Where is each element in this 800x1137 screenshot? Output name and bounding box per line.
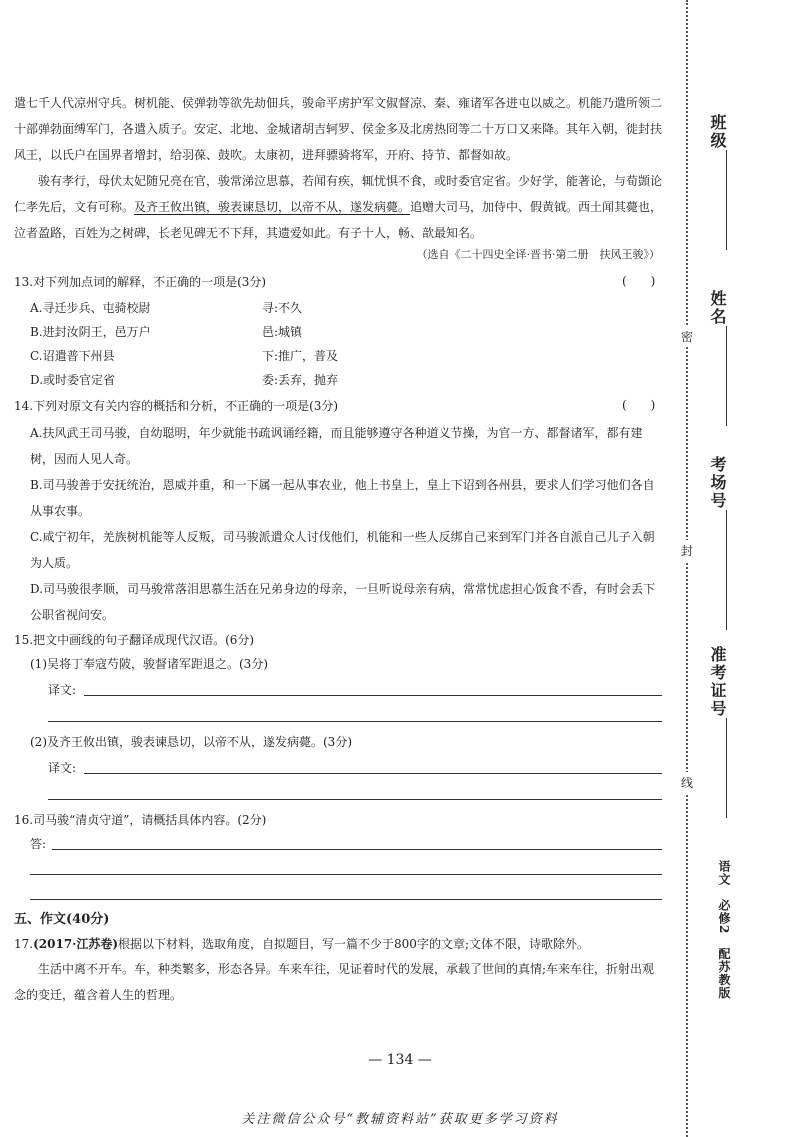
passage-text-after: 追赠大司马，加侍中、假黄钺。西土闻其薨也，泣者盈路，百姓为之树碑，长老见碑无不下拜，其遗爱如此。有子十人，畅、歆最知名。 (14, 200, 663, 240)
q13-gloss-c: 下:推广，普及 (262, 349, 339, 363)
q15-1-answer-line-2[interactable] (48, 721, 662, 722)
q15-1-answer-line-1[interactable] (84, 695, 662, 696)
q13-option-c: C.诏遣普下州县 (30, 349, 115, 363)
section-5-title: 五、作文(40分) (14, 912, 110, 927)
q13-option-a: A.寻迁步兵、屯骑校尉 (30, 301, 151, 315)
seal-char-xian: 线 (681, 772, 693, 793)
q15-sentence-1: (1)吴将丁奉寇芍陂，骏督诸军距退之。(3分) (30, 657, 268, 671)
q15-1-answer-label: 译文: (48, 683, 77, 697)
exam-id-label: 准考证号 (708, 646, 727, 718)
name-label: 姓名 (708, 290, 727, 326)
class-fill-line[interactable] (726, 150, 727, 250)
q14-option-b: B.司马骏善于安抚统治，恩威并重，和一下属一起从事农业，他上书皇上，皇上下诏到各州县，要求人们学习他们各自从事农事。 (30, 478, 655, 518)
passage-paragraph-2 (14, 168, 666, 246)
q17-source: (2017·江苏卷) (33, 937, 119, 951)
q16-answer-label: 答: (30, 837, 47, 851)
q14-option-c: C.咸宁初年，羌族树机能等人反叛，司马骏派遣众人讨伐他们，机能和一些人反绑自己来到军门并各自派自己儿子入朝为人质。 (30, 530, 655, 570)
class-field[interactable] (706, 114, 746, 250)
page-number: — 134 — (368, 1052, 432, 1068)
passage-paragraph-1: 遣七千人代凉州守兵。树机能、侯弹勃等欲先劫佃兵，骏命平虏护军文俶督凉、秦、雍诸军各进屯以威之。机能乃遣所领二十部弹勃面缚军门，各遣入质子。安定、北地、金城诸胡吉轲罗、侯金多及北虏热冏等二十万口又来降。其年入朝，徙封扶风王，以氏户在国界者增封，给羽葆、鼓吹。太康初，进拜骠骑将军，开府、持节、都督如故。 (14, 96, 663, 162)
exam-room-field[interactable] (706, 456, 746, 630)
q13-option-b: B.进封汝阴王，邑万户 (30, 325, 151, 339)
seal-char-feng: 封 (681, 540, 693, 561)
name-field[interactable] (706, 290, 746, 426)
underlined-sentence: 及齐王攸出镇，骏表谏恳切，以帝不从，遂发病薨。 (134, 200, 411, 214)
passage-source: （选自《二十四史全译·晋书·第二册 扶风王骏》） (416, 248, 660, 261)
q15-2-answer-line-2[interactable] (48, 799, 662, 800)
exam-id-fill-line[interactable] (726, 718, 727, 818)
q15-stem: 15.把文中画线的句子翻译成现代汉语。(6分) (14, 633, 255, 647)
q13-option-d: D.或时委官定省 (30, 373, 116, 387)
exam-id-field[interactable] (706, 646, 746, 818)
footer-note: 关注微信公众号“教辅资料站”获取更多学习资料 (241, 1112, 559, 1127)
binding-dotted-line (686, 0, 688, 1137)
name-fill-line[interactable] (726, 326, 727, 426)
exam-room-label: 考场号 (708, 456, 727, 510)
q15-2-answer-label: 译文: (48, 761, 77, 775)
class-label: 班级 (708, 114, 727, 150)
book-info: 语文 必修2 配苏教版 (717, 860, 731, 1000)
q17-stem: 根据以下材料，选取角度，自拟题目，写一篇不少于800字的文章;文体不限，诗歌除外。 (118, 937, 589, 951)
q16-stem: 16.司马骏“清贞守道”，请概括具体内容。(2分) (14, 813, 267, 827)
q14-answer-paren[interactable]: ( ) (622, 398, 656, 412)
q15-sentence-2: (2)及齐王攸出镇，骏表谏恳切，以帝不从，遂发病薨。(3分) (30, 735, 352, 749)
passage-text-before: 骏有孝行，母伏太妃随兄亮在官，骏常涕泣思慕，若闻有疾，辄忧惧不食，或时委官定省。少好学，能著论，与荀顗论仁孝先后，文有可称。 (14, 174, 663, 214)
q16-answer-line-3[interactable] (30, 899, 662, 900)
q13-gloss-a: 寻:不久 (262, 301, 303, 315)
seal-char-mi: 密 (681, 326, 693, 347)
q14-option-a: A.扶风武王司马骏，自幼聪明，年少就能书疏讽诵经籍，而且能够遵守各种道义节操，为官一方、都督诸军，都有建树，因而人见人奇。 (30, 426, 643, 466)
q17-stem-line (14, 934, 589, 954)
q16-answer-line-1[interactable] (52, 849, 662, 850)
q14-stem: 14.下列对原文有关内容的概括和分析，不正确的一项是(3分) (14, 399, 339, 413)
q17-number: 17. (14, 937, 34, 951)
q13-answer-paren[interactable]: ( ) (622, 274, 656, 288)
q13-stem: 13.对下列加点词的解释，不正确的一项是(3分) (14, 275, 267, 289)
q17-material: 生活中离不开车。车，种类繁多，形态各异。车来车往，见证着时代的发展，承载了世间的真情;车来车往，折射出观念的变迁，蕴含着人生的哲理。 (14, 962, 655, 1002)
q13-gloss-d: 委:丢弃，抛弃 (262, 373, 339, 387)
q16-answer-line-2[interactable] (30, 874, 662, 875)
q14-option-d: D.司马骏很孝顺，司马骏常落泪思慕生活在兄弟身边的母亲，一旦听说母亲有病，常常忧虑担心饭食不香，有时会丢下公职省视问安。 (30, 582, 656, 622)
q15-2-answer-line-1[interactable] (84, 773, 662, 774)
q13-gloss-b: 邑:城镇 (262, 325, 303, 339)
exam-room-fill-line[interactable] (726, 510, 727, 630)
